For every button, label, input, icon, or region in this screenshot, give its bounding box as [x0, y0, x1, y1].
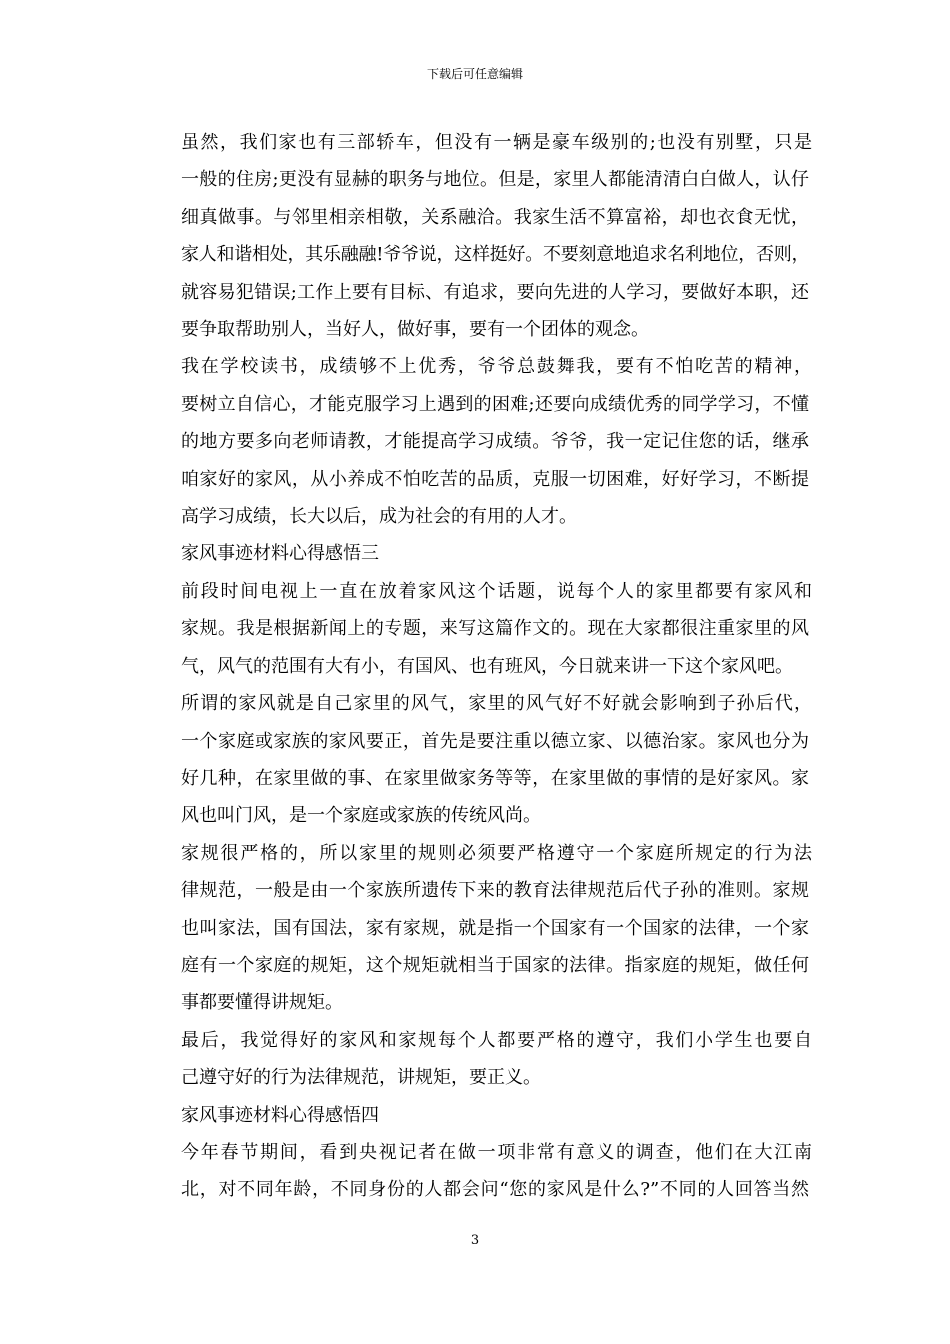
text-line: 所谓的家风就是自己家里的风气，家里的风气好不好就会影响到子孙后代， — [181, 693, 809, 715]
text-line: 一般的住房;更没有显赫的职务与地位。但是，家里人都能清清白白做人，认仔 — [181, 169, 809, 191]
text-line: 最后，我觉得好的家风和家规每个人都要严格的遵守，我们小学生也要自 — [181, 1029, 809, 1051]
text-line: 前段时间电视上一直在放着家风这个话题，说每个人的家里都要有家风和 — [181, 580, 809, 602]
text-line: 己遵守好的行为法律规范，讲规矩，要正义。 — [181, 1067, 541, 1089]
text-line: 细真做事。与邻里相亲相敬，关系融洽。我家生活不算富裕，却也衣食无忧， — [181, 206, 809, 228]
text-line: 咱家好的家风，从小养成不怕吃苦的品质，克服一切困难，好好学习，不断提 — [181, 468, 809, 490]
page-number: 3 — [470, 1233, 480, 1248]
text-line: 一个家庭或家族的家风要正，首先是要注重以德立家、以德治家。家风也分为 — [181, 730, 809, 752]
text-line: 事都要懂得讲规矩。 — [181, 992, 343, 1014]
text-line: 家规很严格的，所以家里的规则必须要严格遵守一个家庭所规定的行为法 — [181, 842, 809, 864]
text-line: 气，风气的范围有大有小，有国风、也有班风，今日就来讲一下这个家风吧。 — [181, 655, 793, 677]
text-line: 要争取帮助别人，当好人，做好事，要有一个团体的观念。 — [181, 319, 649, 341]
text-line: 家人和谐相处，其乐融融!爷爷说，这样挺好。不要刻意地追求名利地位，否则， — [181, 244, 810, 266]
text-line: 高学习成绩，长大以后，成为社会的有用的人才。 — [181, 506, 577, 528]
text-line: 虽然，我们家也有三部轿车，但没有一辆是豪车级别的;也没有别墅，只是 — [181, 132, 809, 153]
text-line: 好几种，在家里做的事、在家里做家务等等，在家里做的事情的是好家风。家 — [181, 767, 809, 789]
paragraph — [145, 124, 809, 348]
text-line: 要树立自信心，才能克服学习上遇到的困难;还要向成绩优秀的同学学习，不懂 — [181, 393, 809, 415]
section-heading: 家风事迹材料心得感悟三 — [181, 543, 379, 565]
paragraph — [145, 1022, 809, 1097]
document-body — [145, 124, 809, 1209]
text-line: 风也叫门风，是一个家庭或家族的传统风尚。 — [181, 805, 541, 827]
text-line: 今年春节期间，看到央视记者在做一项非常有意义的调查，他们在大江南 — [181, 1141, 809, 1163]
paragraph — [145, 1134, 809, 1209]
page-header: 下载后可任意编辑 — [426, 67, 523, 81]
text-line: 北，对不同年龄，不同身份的人都会问“您的家风是什么?”不同的人回答当然 — [181, 1179, 809, 1201]
text-line: 家规。我是根据新闻上的专题，来写这篇作文的。现在大家都很注重家里的风 — [181, 618, 809, 640]
text-line: 我在学校读书，成绩够不上优秀，爷爷总鼓舞我，要有不怕吃苦的精神， — [181, 356, 809, 378]
paragraph — [145, 573, 809, 685]
paragraph — [145, 685, 809, 835]
text-line: 的地方要多向老师请教，才能提高学习成绩。爷爷，我一定记住您的话，继承 — [181, 431, 809, 453]
section-heading: 家风事迹材料心得感悟四 — [181, 1104, 379, 1126]
text-line: 也叫家法，国有国法，家有家规，就是指一个国家有一个国家的法律，一个家 — [181, 917, 809, 939]
paragraph — [145, 835, 809, 1022]
text-line: 就容易犯错误;工作上要有目标、有追求，要向先进的人学习，要做好本职，还 — [181, 281, 809, 303]
text-line: 庭有一个家庭的规矩，这个规矩就相当于国家的法律。指家庭的规矩，做任何 — [181, 954, 809, 976]
text-line: 律规范，一般是由一个家族所遗传下来的教育法律规范后代子孙的准则。家规 — [181, 880, 809, 902]
paragraph — [145, 348, 809, 535]
